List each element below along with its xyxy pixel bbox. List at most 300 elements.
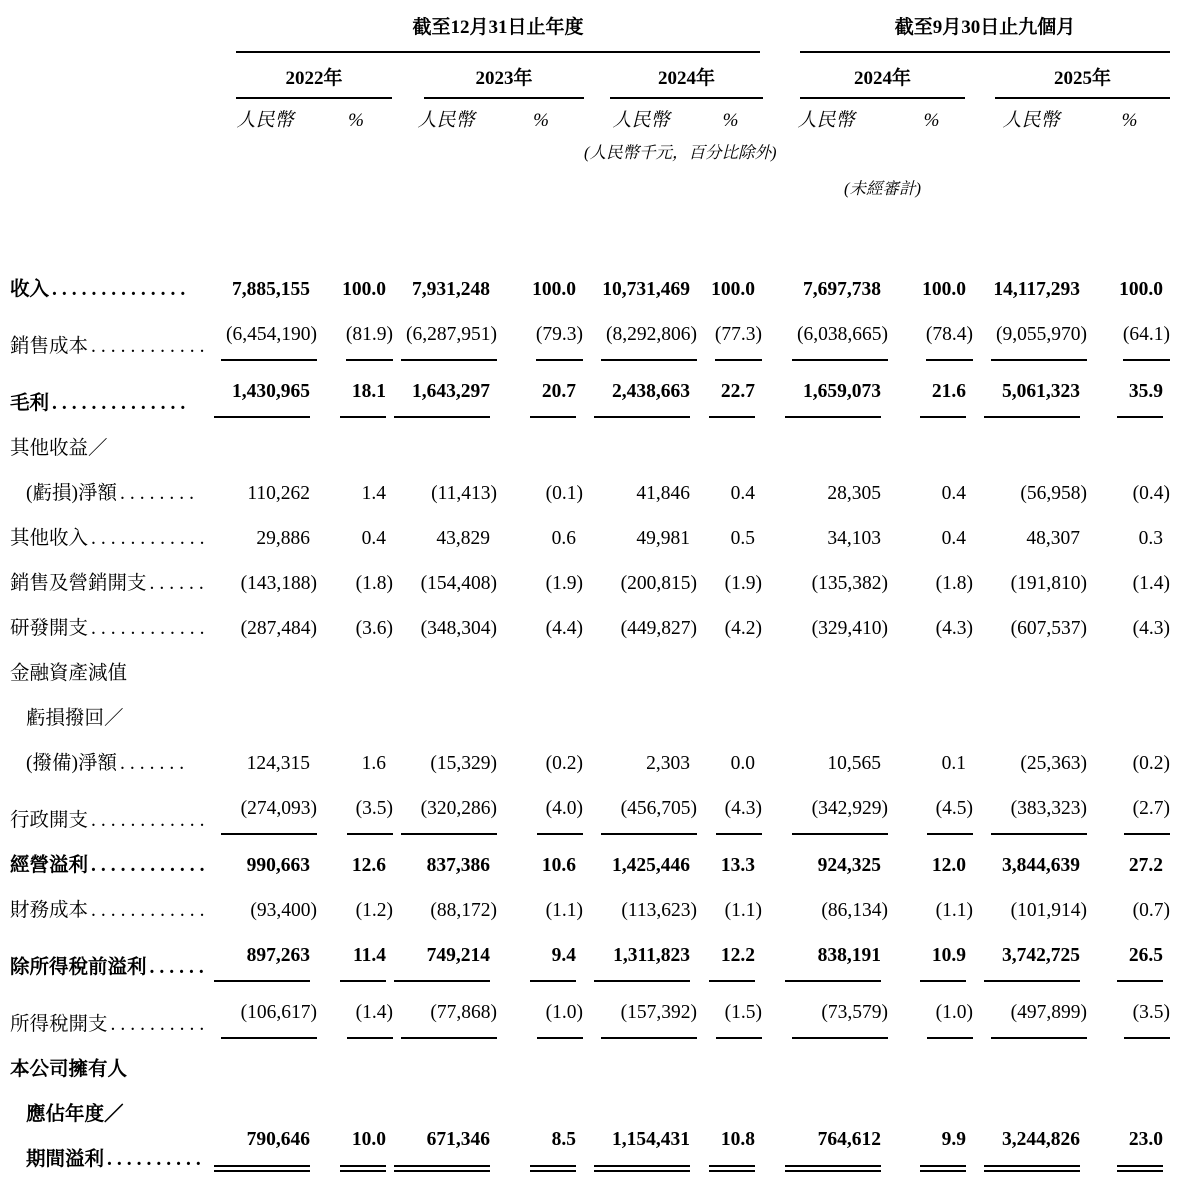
cell-value: (1.0) (537, 990, 583, 1039)
subheader-currency: 人民幣 (236, 110, 294, 131)
row-label-line (10, 324, 212, 369)
percent-cell (698, 888, 763, 933)
cell-value: (274,093) (221, 786, 317, 835)
cell-value: (456,705) (601, 786, 697, 835)
period-group-title-nine-months: 截至9月30日止九個月 (800, 14, 1170, 53)
dot-leader: ............ (91, 900, 210, 921)
percent-cell (498, 369, 584, 426)
cell-value: 41,846 (636, 483, 690, 504)
amount-cell (974, 786, 1088, 843)
cell-value: (81.9) (346, 312, 393, 361)
amount-cell (394, 561, 498, 606)
cell-value: 7,931,248 (412, 279, 490, 300)
cell-value: 29,886 (256, 528, 310, 549)
year-header-2024: 2024年 (610, 53, 763, 99)
cell-value: (1.8) (935, 573, 974, 594)
cell-value: 28,305 (827, 483, 882, 504)
row-label-line (10, 471, 212, 516)
cell-value: (154,408) (420, 573, 497, 594)
cell-value: 100.0 (532, 279, 576, 300)
dot-leader: .......... (110, 1014, 210, 1035)
cell-value: (6,454,190) (221, 312, 317, 361)
percent-cell (698, 843, 763, 888)
dot-leader: ...... (149, 573, 209, 594)
table-body (10, 267, 1171, 1182)
cell-value: (93,400) (250, 900, 317, 921)
cell-value: (6,287,951) (401, 312, 497, 361)
amount-cell (763, 312, 889, 369)
percent-cell (498, 990, 584, 1047)
row-label (10, 426, 212, 516)
row-label-line (10, 843, 212, 888)
percent-cell (498, 888, 584, 933)
amount-cell (394, 933, 498, 990)
cell-value: (497,899) (991, 990, 1087, 1039)
cell-value: 26.5 (1117, 933, 1163, 982)
row-label-line (10, 381, 212, 426)
cell-value: 11.4 (340, 933, 386, 982)
cell-value: (77,868) (401, 990, 497, 1039)
cell-value: 48,307 (1026, 528, 1081, 549)
cell-value: (0.4) (1132, 483, 1171, 504)
percent-cell (1088, 1047, 1171, 1182)
cell-value: 0.4 (941, 483, 967, 504)
cell-value: 10,731,469 (602, 279, 690, 300)
cell-value: (78.4) (926, 312, 973, 361)
amount-cell (394, 267, 498, 312)
percent-cell (498, 561, 584, 606)
percent-cell (698, 933, 763, 990)
row-label-line (10, 798, 212, 843)
amount-cell (584, 426, 698, 516)
amount-cell (974, 561, 1088, 606)
cell-value: 764,612 (785, 1117, 881, 1172)
percent-cell (498, 267, 584, 312)
amount-cell (394, 516, 498, 561)
percent-cell (498, 606, 584, 651)
cell-value: 837,386 (426, 855, 490, 876)
row-label-line (10, 741, 212, 786)
cell-value: (4.3) (1132, 618, 1171, 639)
cell-value: 10.6 (541, 855, 576, 876)
cell-value: (157,392) (601, 990, 697, 1039)
amount-cell (974, 990, 1088, 1047)
amount-cell (394, 426, 498, 516)
cell-value: (191,810) (1010, 573, 1088, 594)
percent-cell (889, 888, 974, 933)
amount-cell (212, 651, 318, 786)
row-label-text: 行政開支 (10, 810, 89, 831)
cell-value: (4.0) (537, 786, 583, 835)
row-label-text: 所得稅開支 (10, 1014, 108, 1035)
amount-cell (394, 1047, 498, 1182)
cell-value: 10.8 (709, 1117, 755, 1172)
amount-cell (763, 990, 889, 1047)
amount-cell (763, 1047, 889, 1182)
percent-cell (1088, 933, 1171, 990)
row-label-text: 除所得稅前溢利 (10, 957, 147, 978)
percent-cell (1088, 561, 1171, 606)
cell-value: 0.4 (941, 528, 967, 549)
row-label (10, 606, 212, 651)
subheader-currency: 人民幣 (1002, 110, 1060, 131)
amount-cell (974, 267, 1088, 312)
percent-cell (889, 990, 974, 1047)
amount-cell (584, 786, 698, 843)
cell-value: 9.9 (920, 1117, 966, 1172)
cell-value: (9,055,970) (991, 312, 1087, 361)
row-label (10, 561, 212, 606)
percent-cell (1088, 888, 1171, 933)
percent-cell (698, 369, 763, 426)
row-label-text: 本公司擁有人 (10, 1059, 128, 1080)
cell-value: 23.0 (1117, 1117, 1163, 1172)
cell-value: (1.0) (927, 990, 973, 1039)
amount-cell (584, 933, 698, 990)
percent-cell (889, 843, 974, 888)
row-label-text: 銷售及營銷開支 (10, 573, 147, 594)
amount-cell (763, 651, 889, 786)
amount-cell (584, 312, 698, 369)
row-label (10, 888, 212, 933)
cell-value: (79.3) (536, 312, 583, 361)
cell-value: 12.2 (709, 933, 755, 982)
dot-leader: .............. (52, 393, 191, 414)
subheader-row (10, 99, 1171, 134)
row-label-line (10, 267, 212, 312)
table-row (10, 990, 1171, 1047)
percent-cell (1088, 990, 1171, 1047)
cell-value: (287,484) (240, 618, 317, 639)
percent-cell (889, 312, 974, 369)
percent-cell (1088, 267, 1171, 312)
dot-leader: ............ (91, 528, 210, 549)
cell-value: 5,061,323 (984, 369, 1080, 418)
percent-cell (1088, 651, 1171, 786)
cell-value: 0.4 (361, 528, 386, 549)
cell-value: (2.7) (1124, 786, 1170, 835)
cell-value: (1.1) (935, 900, 974, 921)
percent-cell (1088, 516, 1171, 561)
cell-value: (3.5) (347, 786, 393, 835)
table-row (10, 426, 1171, 516)
cell-value: (135,382) (811, 573, 889, 594)
row-label-text: 銷售成本 (10, 336, 89, 357)
row-label-line (10, 888, 212, 933)
row-label (10, 369, 212, 426)
year-header-2025-nine-months: 2025年 (995, 53, 1170, 99)
row-label-text: 財務成本 (10, 900, 89, 921)
cell-value: 1,643,297 (394, 369, 490, 418)
dot-leader: ............ (91, 855, 210, 876)
amount-cell (212, 888, 318, 933)
cell-value: (4.5) (927, 786, 973, 835)
amount-cell (763, 843, 889, 888)
unit-note-row (10, 134, 1171, 165)
amount-cell (394, 312, 498, 369)
amount-cell (763, 426, 889, 516)
cell-value: (329,410) (811, 618, 889, 639)
amount-cell (394, 786, 498, 843)
amount-cell (584, 888, 698, 933)
percent-cell (698, 1047, 763, 1182)
dot-leader: ....... (120, 753, 190, 774)
row-label-text: 應佔年度／ (26, 1104, 124, 1125)
amount-cell (974, 843, 1088, 888)
cell-value: 35.9 (1117, 369, 1163, 418)
percent-cell (889, 1047, 974, 1182)
cell-value: (1.2) (355, 900, 393, 921)
row-label (10, 990, 212, 1047)
amount-cell (974, 312, 1088, 369)
cell-value: (1.5) (716, 990, 762, 1039)
year-header-2023: 2023年 (424, 53, 584, 99)
subheader-currency: 人民幣 (417, 110, 475, 131)
table-row (10, 606, 1171, 651)
cell-value: (0.2) (1132, 753, 1171, 774)
cell-value: 20.7 (530, 369, 576, 418)
table-row (10, 786, 1171, 843)
table-row (10, 561, 1171, 606)
year-header-2022: 2022年 (236, 53, 392, 99)
dot-leader: .............. (52, 279, 191, 300)
cell-value: 924,325 (817, 855, 882, 876)
cell-value: 2,438,663 (594, 369, 690, 418)
cell-value: (1.1) (724, 900, 763, 921)
percent-cell (698, 561, 763, 606)
percent-cell (318, 933, 394, 990)
cell-value: (1.1) (545, 900, 583, 921)
row-label-line (10, 651, 212, 696)
cell-value: (348,304) (420, 618, 497, 639)
amount-cell (584, 561, 698, 606)
amount-cell (394, 990, 498, 1047)
row-label (10, 786, 212, 843)
subheader-currency: 人民幣 (797, 110, 855, 131)
year-header-row (10, 53, 1171, 99)
percent-cell (318, 267, 394, 312)
amount-cell (212, 843, 318, 888)
cell-value: (88,172) (430, 900, 497, 921)
year-header-2024-nine-months: 2024年 (800, 53, 965, 99)
cell-value: 838,191 (785, 933, 881, 982)
cell-value: (383,323) (991, 786, 1087, 835)
amount-cell (763, 888, 889, 933)
cell-value: (6,038,665) (792, 312, 888, 361)
cell-value: 1.6 (361, 753, 386, 774)
row-label-text: (虧損)淨額 (26, 483, 117, 504)
percent-cell (498, 426, 584, 516)
amount-cell (763, 933, 889, 990)
table-row (10, 933, 1171, 990)
cell-value: (449,827) (620, 618, 697, 639)
cell-value: 18.1 (340, 369, 386, 418)
amount-cell (212, 933, 318, 990)
table-row (10, 312, 1171, 369)
percent-cell (318, 369, 394, 426)
subheader-currency: 人民幣 (612, 110, 670, 131)
dot-leader: ............ (91, 618, 210, 639)
cell-value: 1,425,446 (612, 855, 690, 876)
cell-value: (0.7) (1132, 900, 1171, 921)
cell-value: 9.4 (530, 933, 576, 982)
amount-cell (584, 651, 698, 786)
percent-cell (498, 933, 584, 990)
percent-cell (318, 1047, 394, 1182)
cell-value: 49,981 (636, 528, 690, 549)
cell-value: 100.0 (342, 279, 386, 300)
cell-value: (4.3) (935, 618, 974, 639)
row-label-text: 金融資產減值 (10, 663, 128, 684)
cell-value: 43,829 (436, 528, 490, 549)
row-label-text: 收入 (10, 279, 50, 300)
cell-value: 1,311,823 (594, 933, 690, 982)
cell-value: 10.9 (920, 933, 966, 982)
cell-value: 124,315 (246, 753, 310, 774)
percent-cell (698, 786, 763, 843)
cell-value: 3,844,639 (1002, 855, 1081, 876)
cell-value: (73,579) (792, 990, 888, 1039)
amount-cell (974, 516, 1088, 561)
amount-cell (212, 990, 318, 1047)
percent-cell (698, 516, 763, 561)
percent-cell (698, 651, 763, 786)
cell-value: (1.4) (347, 990, 393, 1039)
amount-cell (974, 606, 1088, 651)
cell-value: 0.1 (941, 753, 967, 774)
cell-value: (11,413) (431, 483, 497, 504)
cell-value: (86,134) (821, 900, 889, 921)
row-label-text: 期間溢利 (26, 1149, 105, 1170)
row-label-line (10, 561, 212, 606)
cell-value: 22.7 (709, 369, 755, 418)
cell-value: (101,914) (1010, 900, 1088, 921)
amount-cell (394, 369, 498, 426)
row-label (10, 267, 212, 312)
row-label-line (10, 1047, 212, 1092)
percent-cell (698, 426, 763, 516)
amount-cell (394, 606, 498, 651)
row-label-text: 毛利 (10, 393, 50, 414)
period-group-row (10, 14, 1171, 53)
amount-cell (212, 267, 318, 312)
amount-cell (974, 1047, 1088, 1182)
amount-cell (212, 516, 318, 561)
cell-value: 0.5 (730, 528, 756, 549)
cell-value: (1.4) (1132, 573, 1171, 594)
amount-cell (974, 426, 1088, 516)
amount-cell (584, 267, 698, 312)
amount-cell (212, 606, 318, 651)
subheader-percent: % (1121, 110, 1138, 131)
percent-cell (498, 651, 584, 786)
row-label-line (10, 1092, 212, 1137)
row-label (10, 651, 212, 786)
row-label-line (10, 426, 212, 471)
cell-value: (77.3) (715, 312, 762, 361)
percent-cell (698, 267, 763, 312)
cell-value: 21.6 (920, 369, 966, 418)
percent-cell (889, 651, 974, 786)
cell-value: (4.4) (545, 618, 583, 639)
cell-value: 671,346 (394, 1117, 490, 1172)
row-label (10, 312, 212, 369)
cell-value: 7,697,738 (803, 279, 882, 300)
cell-value: (25,363) (1020, 753, 1088, 774)
table-row (10, 888, 1171, 933)
row-label-line (10, 516, 212, 561)
table-row (10, 843, 1171, 888)
subheader-percent: % (722, 110, 739, 131)
subheader-percent: % (348, 110, 364, 131)
percent-cell (889, 516, 974, 561)
amount-cell (763, 561, 889, 606)
unaudited-note: (未經審計) (844, 179, 922, 198)
unit-note: (人民幣千元，百分比除外) (584, 143, 777, 162)
cell-value: (1.9) (545, 573, 583, 594)
percent-cell (318, 606, 394, 651)
subheader-percent: % (923, 110, 940, 131)
cell-value: 3,742,725 (984, 933, 1080, 982)
amount-cell (584, 606, 698, 651)
cell-value: 0.0 (730, 753, 756, 774)
cell-value: (0.1) (545, 483, 583, 504)
percent-cell (318, 843, 394, 888)
row-label-line (10, 1137, 212, 1182)
amount-cell (394, 651, 498, 786)
amount-cell (212, 786, 318, 843)
percent-cell (1088, 786, 1171, 843)
percent-cell (1088, 843, 1171, 888)
percent-cell (889, 426, 974, 516)
cell-value: 100.0 (922, 279, 967, 300)
amount-cell (584, 369, 698, 426)
cell-value: (4.2) (724, 618, 763, 639)
amount-cell (584, 516, 698, 561)
amount-cell (763, 369, 889, 426)
percent-cell (889, 933, 974, 990)
dot-leader: .......... (107, 1149, 206, 1170)
cell-value: 749,214 (394, 933, 490, 982)
percent-cell (318, 651, 394, 786)
percent-cell (889, 561, 974, 606)
table-row (10, 651, 1171, 786)
percent-cell (318, 516, 394, 561)
amount-cell (763, 516, 889, 561)
row-label (10, 843, 212, 888)
cell-value: 100.0 (1119, 279, 1164, 300)
cell-value: 1.4 (361, 483, 386, 504)
table-row (10, 267, 1171, 312)
row-label (10, 933, 212, 990)
row-label-line (10, 696, 212, 741)
row-label-text: 虧損撥回／ (26, 708, 124, 729)
cell-value: (342,929) (792, 786, 888, 835)
row-label-line (10, 1002, 212, 1047)
amount-cell (212, 426, 318, 516)
percent-cell (318, 426, 394, 516)
percent-cell (498, 516, 584, 561)
cell-value: (56,958) (1020, 483, 1088, 504)
amount-cell (584, 1047, 698, 1182)
percent-cell (318, 561, 394, 606)
cell-value: 897,263 (214, 933, 310, 982)
percent-cell (889, 267, 974, 312)
cell-value: 34,103 (827, 528, 882, 549)
row-label (10, 516, 212, 561)
percent-cell (498, 312, 584, 369)
cell-value: 14,117,293 (993, 279, 1081, 300)
